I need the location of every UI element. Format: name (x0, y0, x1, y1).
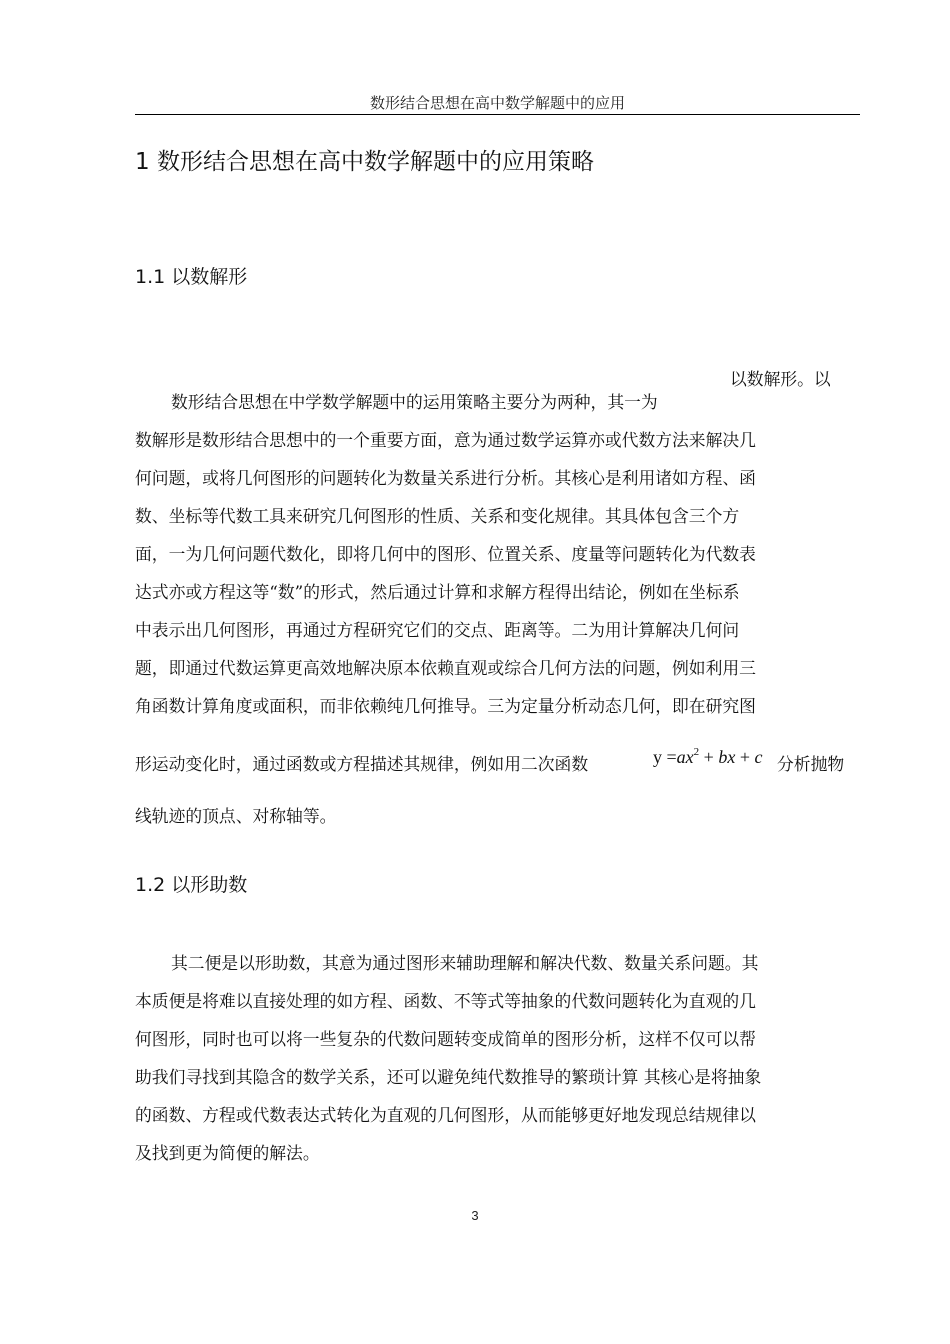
formula-b: b (718, 747, 728, 767)
formula-x: x (685, 747, 694, 767)
paragraph-line: 面，一为几何问题代数化，即将几何中的图形、位置关系、度量等问题转化为代数表 (135, 544, 756, 564)
paragraph-line: 达式亦或方程这等“数”的形式，然后通过计算和求解方程得出结论，例如在坐标系 (135, 582, 740, 602)
paragraph-fragment: 以数解形。以 (730, 369, 831, 389)
formula-plus: + (739, 747, 750, 767)
paragraph-line: 形运动变化时，通过函数或方程描述其规律，例如用二次函数 (135, 754, 589, 774)
formula-exponent: 2 (693, 746, 700, 758)
paragraph-line-tail: 分析抛物 (777, 754, 845, 774)
chapter-title: 1 数形结合思想在高中数学解题中的应用策略 (135, 149, 594, 175)
formula-x: x (727, 747, 736, 767)
quadratic-formula (653, 740, 762, 769)
formula-plus: + (703, 747, 714, 767)
formula-y: y (653, 747, 662, 767)
paragraph-line: 助我们寻找到其隐含的数学关系，还可以避免纯代数推导的繁琐计算 其核心是将抽象 (135, 1067, 762, 1087)
paragraph-line: 数形结合思想在中学数学解题中的运用策略主要分为两种，其一为 (171, 392, 658, 412)
section-title-1-1: 1.1 以数解形 (135, 266, 248, 288)
paragraph-line: 何图形，同时也可以将一些复杂的代数问题转变成简单的图形分析，这样不仅可以帮 (135, 1029, 756, 1049)
page-number: 3 (471, 1208, 479, 1223)
paragraph-line: 线轨迹的顶点、对称轴等。 (135, 806, 337, 826)
formula-a: a (676, 747, 686, 767)
paragraph-line: 何问题，或将几何图形的问题转化为数量关系进行分析。其核心是利用诸如方程、函 (135, 468, 756, 488)
paragraph-line: 题，即通过代数运算更高效地解决原本依赖直观或综合几何方法的问题，例如利用三 (135, 658, 756, 678)
section-title-1-2: 1.2 以形助数 (135, 874, 248, 896)
paragraph-line: 的函数、方程或代数表达式转化为直观的几何图形，从而能够更好地发现总结规律以 (135, 1105, 756, 1125)
paragraph-line: 数、坐标等代数工具来研究几何图形的性质、关系和变化规律。其具体包含三个方 (135, 506, 740, 526)
header-rule (135, 114, 860, 115)
paragraph-line: 及找到更为简便的解法。 (135, 1143, 320, 1163)
formula-eq: = (666, 747, 677, 767)
paragraph-line: 角函数计算角度或面积，而非依赖纯几何推导。三为定量分析动态几何，即在研究图 (135, 696, 756, 716)
paragraph-line: 本质便是将难以直接处理的如方程、函数、不等式等抽象的代数问题转化为直观的几 (135, 991, 756, 1011)
paragraph-line: 数解形是数形结合思想中的一个重要方面，意为通过数学运算亦或代数方法来解决几 (135, 430, 756, 450)
paragraph-line: 其二便是以形助数，其意为通过图形来辅助理解和解决代数、数量关系问题。其 (171, 953, 759, 973)
paragraph-line: 中表示出几何图形，再通过方程研究它们的交点、距离等。二为用计算解决几何问 (135, 620, 740, 640)
formula-c: c (754, 747, 763, 767)
running-header: 数形结合思想在高中数学解题中的应用 (369, 94, 625, 112)
